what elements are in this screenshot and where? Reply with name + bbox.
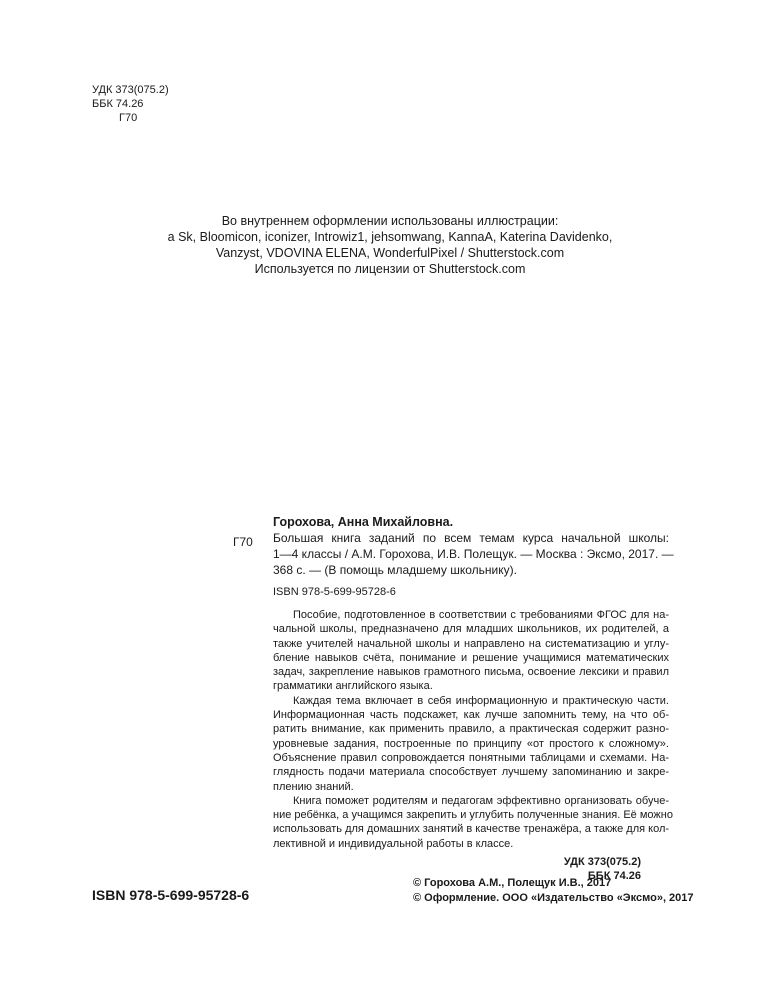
annotation-line: лективной и индивидуальной работы в классе. xyxy=(273,837,514,850)
credits-line: Vanzyst, VDOVINA ELENA, WonderfulPixel / Shutterstock.com xyxy=(215,246,565,260)
annotation-line: также учителей начальной школы и направлено на систематизацию и углу- xyxy=(273,637,669,650)
annotation-line: глядность подачи материала способствует лучшему запоминанию и закре- xyxy=(273,766,669,779)
annotation-line: ние ребёнка, а учащимся закрепить и углубить полученные знания. Её можно xyxy=(273,809,673,822)
annotation-line: чальной школы, предназначено для младших школьников, их родителей, а xyxy=(273,623,669,636)
annotation-line: бление навыков счёта, понимание и решение учащимися математических xyxy=(273,651,669,664)
bbk-code: ББК 74.26 xyxy=(587,870,641,883)
isbn-footer: ISBN 978-5-699-95728-6 xyxy=(92,887,250,903)
annotation-line: грамматики английского языка. xyxy=(273,680,433,693)
copyright-line: © Оформление. ООО «Издательство «Эксмо», 2017 xyxy=(413,891,694,904)
copyright-line: © Горохова А.М., Полещук И.В., 2017 xyxy=(413,877,612,889)
annotation-line: уровневые задания, построенные по принципу «от простого к сложному». xyxy=(273,737,669,750)
author-index: Г70 xyxy=(119,112,138,124)
annotation-line: плению знаний. xyxy=(273,780,354,793)
annotation-line: ратить внимание, как применить правило, а практическая содержит разно- xyxy=(273,723,669,736)
catalog-card xyxy=(273,514,674,883)
credits-line: Используется по лицензии от Shutterstock.com xyxy=(254,262,526,276)
annotation-line: Информационная часть подскажет, как лучше запомнить тему, на что об- xyxy=(273,709,669,722)
annotation-paragraph xyxy=(273,608,669,694)
credits-line: a Sk, Bloomicon, iconizer, Introwiz1, jehsomwang, KannaA, Katerina Davidenko, xyxy=(167,230,613,244)
catalog-description-line: 368 с. — (В помощь младшему школьнику). xyxy=(273,563,517,577)
classification-header xyxy=(92,83,252,125)
catalog-description-line: Большая книга заданий по всем темам курса начальной школы: xyxy=(273,531,669,545)
udk-code: УДК 373(075.2) xyxy=(563,856,641,869)
catalog-author-index: Г70 xyxy=(233,535,253,549)
annotation-paragraph xyxy=(273,794,673,851)
annotation-line: Каждая тема включает в себя информационную и практическую части. xyxy=(293,694,669,707)
credits-line: Во внутреннем оформлении использованы иллюстрации: xyxy=(221,214,559,228)
catalog-author: Горохова, Анна Михайловна. xyxy=(273,515,454,529)
catalog-description-line: 1—4 классы / А.М. Горохова, И.В. Полещук. — Москва : Эксмо, 2017. — xyxy=(273,547,674,561)
bbk-code: ББК 74.26 xyxy=(92,98,144,110)
illustrations-credits xyxy=(100,213,680,277)
annotation-line: Пособие, подготовленное в соответствии с требованиями ФГОС для на- xyxy=(293,609,669,621)
annotation-line: задач, закрепление навыков грамотного письма, освоение лексики и правил xyxy=(273,666,669,679)
annotation-line: использовать для домашних занятий в качестве тренажёра, а также для кол- xyxy=(273,823,670,836)
annotation-paragraph xyxy=(273,694,669,794)
catalog-isbn: ISBN 978-5-699-95728-6 xyxy=(273,586,396,598)
annotation-line: Объяснение правил сопровождается понятными таблицами и схемами. На- xyxy=(273,751,669,764)
copyright-block xyxy=(413,876,694,905)
annotation-line: Книга поможет родителям и педагогам эффективно организовать обуче- xyxy=(293,794,669,807)
annotation xyxy=(273,608,673,851)
udk-code: УДК 373(075.2) xyxy=(92,84,169,96)
